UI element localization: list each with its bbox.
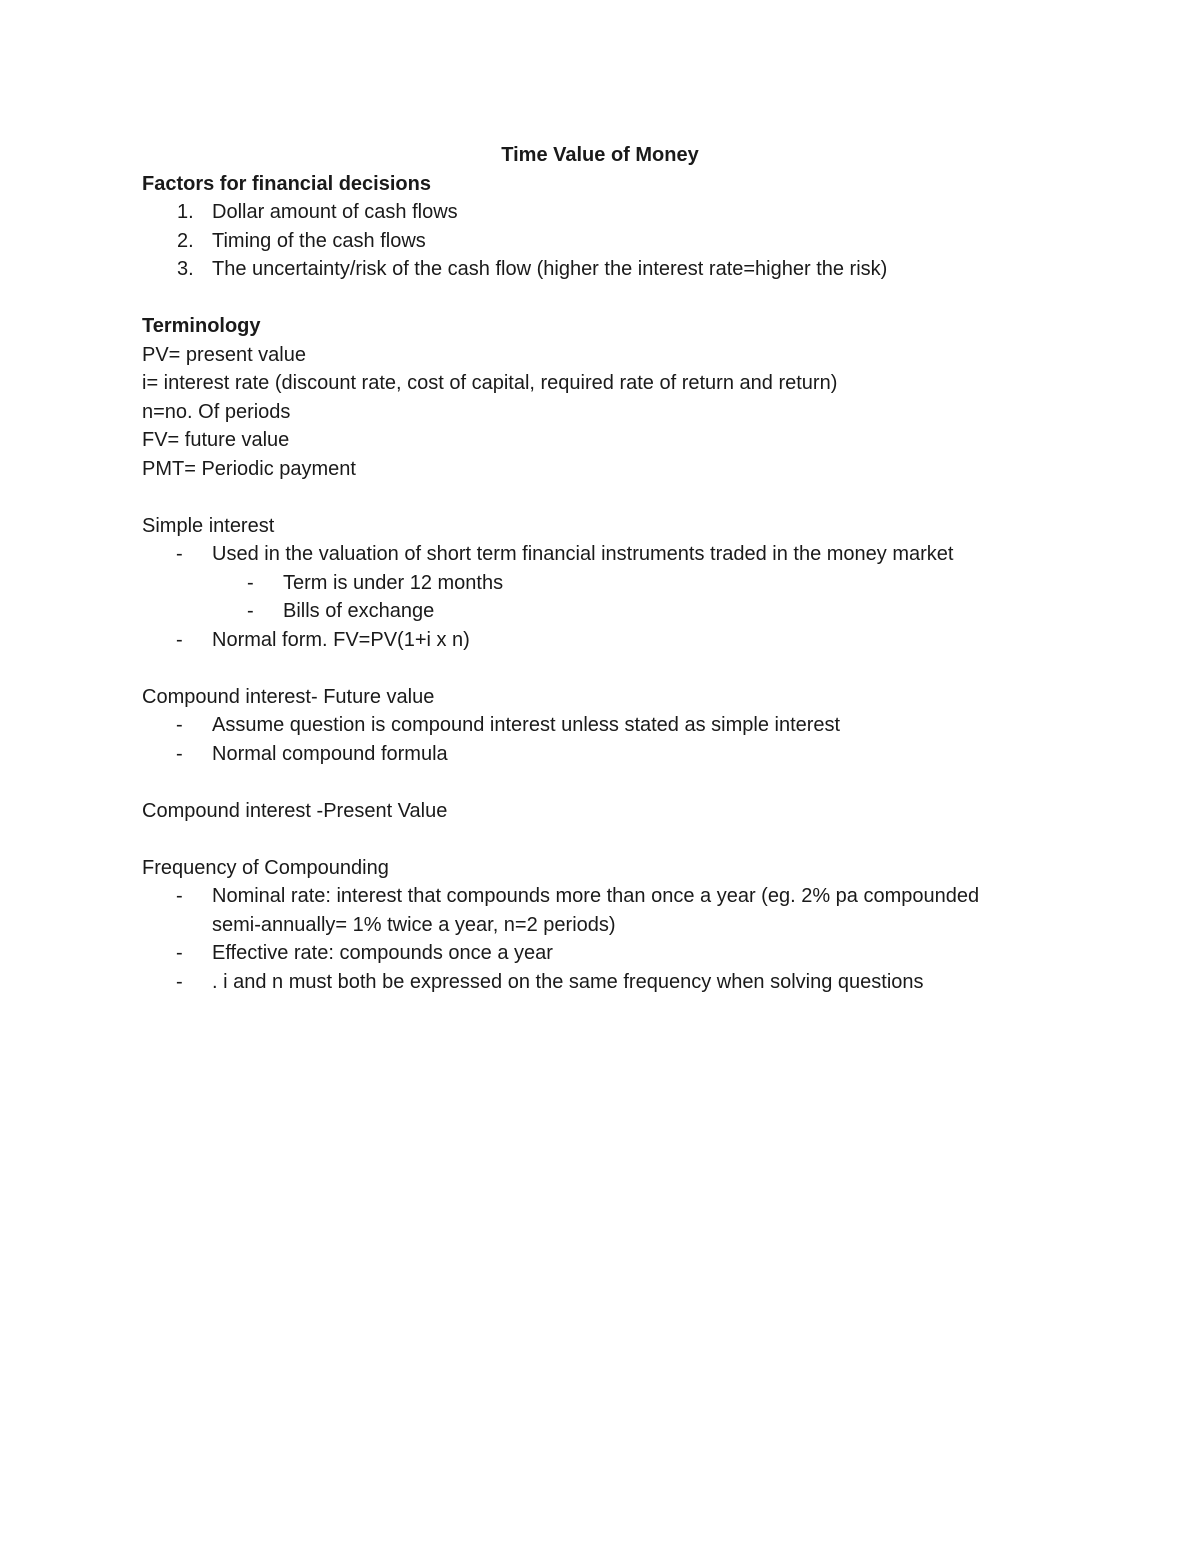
compound-pv-heading: Compound interest -Present Value <box>142 799 448 822</box>
dash-bullet: - <box>176 742 183 765</box>
dash-bullet: - <box>176 714 183 736</box>
list-item-text: . i and n must both be expressed on the same frequency when solving questions <box>212 970 924 993</box>
list-number: 1. <box>177 201 194 223</box>
dash-bullet: - <box>247 571 254 594</box>
spacer <box>142 284 1072 313</box>
list-item-text: Dollar amount of cash flows <box>212 201 458 223</box>
spacer <box>142 483 1072 512</box>
list-item-text: Bills of exchange <box>283 600 435 622</box>
list-item <box>142 255 1072 284</box>
dash-bullet: - <box>176 628 183 651</box>
terminology-heading: Terminology <box>142 315 261 337</box>
list-item <box>142 569 1072 598</box>
list-item-text: Assume question is compound interest unless stated as simple interest <box>212 714 841 736</box>
list-item <box>142 968 1072 997</box>
compound-fv-heading: Compound interest- Future value <box>142 685 435 708</box>
dash-bullet: - <box>176 970 183 993</box>
list-item-text: The uncertainty/risk of the cash flow (higher the interest rate=higher the risk) <box>212 258 888 280</box>
list-item <box>142 882 1072 911</box>
list-item <box>142 198 1072 227</box>
list-item <box>142 597 1072 626</box>
list-item <box>142 711 1072 740</box>
document-body <box>142 141 1072 996</box>
list-item <box>142 227 1072 256</box>
list-item <box>142 626 1072 655</box>
list-item-text: Term is under 12 months <box>283 571 504 594</box>
list-item-text: Effective rate: compounds once a year <box>212 942 553 964</box>
term-line: PMT= Periodic payment <box>142 457 356 480</box>
dash-bullet: - <box>176 942 183 964</box>
list-item-text: Timing of the cash flows <box>212 229 426 252</box>
list-item-text: Used in the valuation of short term financial instruments traded in the money market <box>212 543 954 565</box>
spacer <box>142 768 1072 797</box>
list-item <box>142 939 1072 968</box>
list-item <box>142 540 1072 569</box>
factors-heading: Factors for financial decisions <box>142 172 431 195</box>
list-number: 3. <box>177 258 194 280</box>
dash-bullet: - <box>247 600 254 622</box>
dash-bullet: - <box>176 543 183 565</box>
term-line: FV= future value <box>142 429 290 451</box>
list-item-continuation: semi-annually= 1% twice a year, n=2 periods) <box>212 913 616 936</box>
spacer <box>142 654 1072 683</box>
spacer <box>142 825 1072 854</box>
list-item-text: Nominal rate: interest that compounds more than once a year (eg. 2% pa compounded <box>212 885 980 907</box>
dash-bullet: - <box>176 885 183 907</box>
list-item <box>142 740 1072 769</box>
term-line: i= interest rate (discount rate, cost of capital, required rate of return and return) <box>142 372 838 394</box>
simple-interest-heading: Simple interest <box>142 514 275 537</box>
frequency-heading: Frequency of Compounding <box>142 856 389 879</box>
list-number: 2. <box>177 229 194 252</box>
term-line: n=no. Of periods <box>142 400 291 423</box>
list-item-text: Normal compound formula <box>212 742 448 765</box>
page-title: Time Value of Money <box>501 144 699 166</box>
list-item-text: Normal form. FV=PV(1+i x n) <box>212 628 470 651</box>
term-line: PV= present value <box>142 343 306 366</box>
